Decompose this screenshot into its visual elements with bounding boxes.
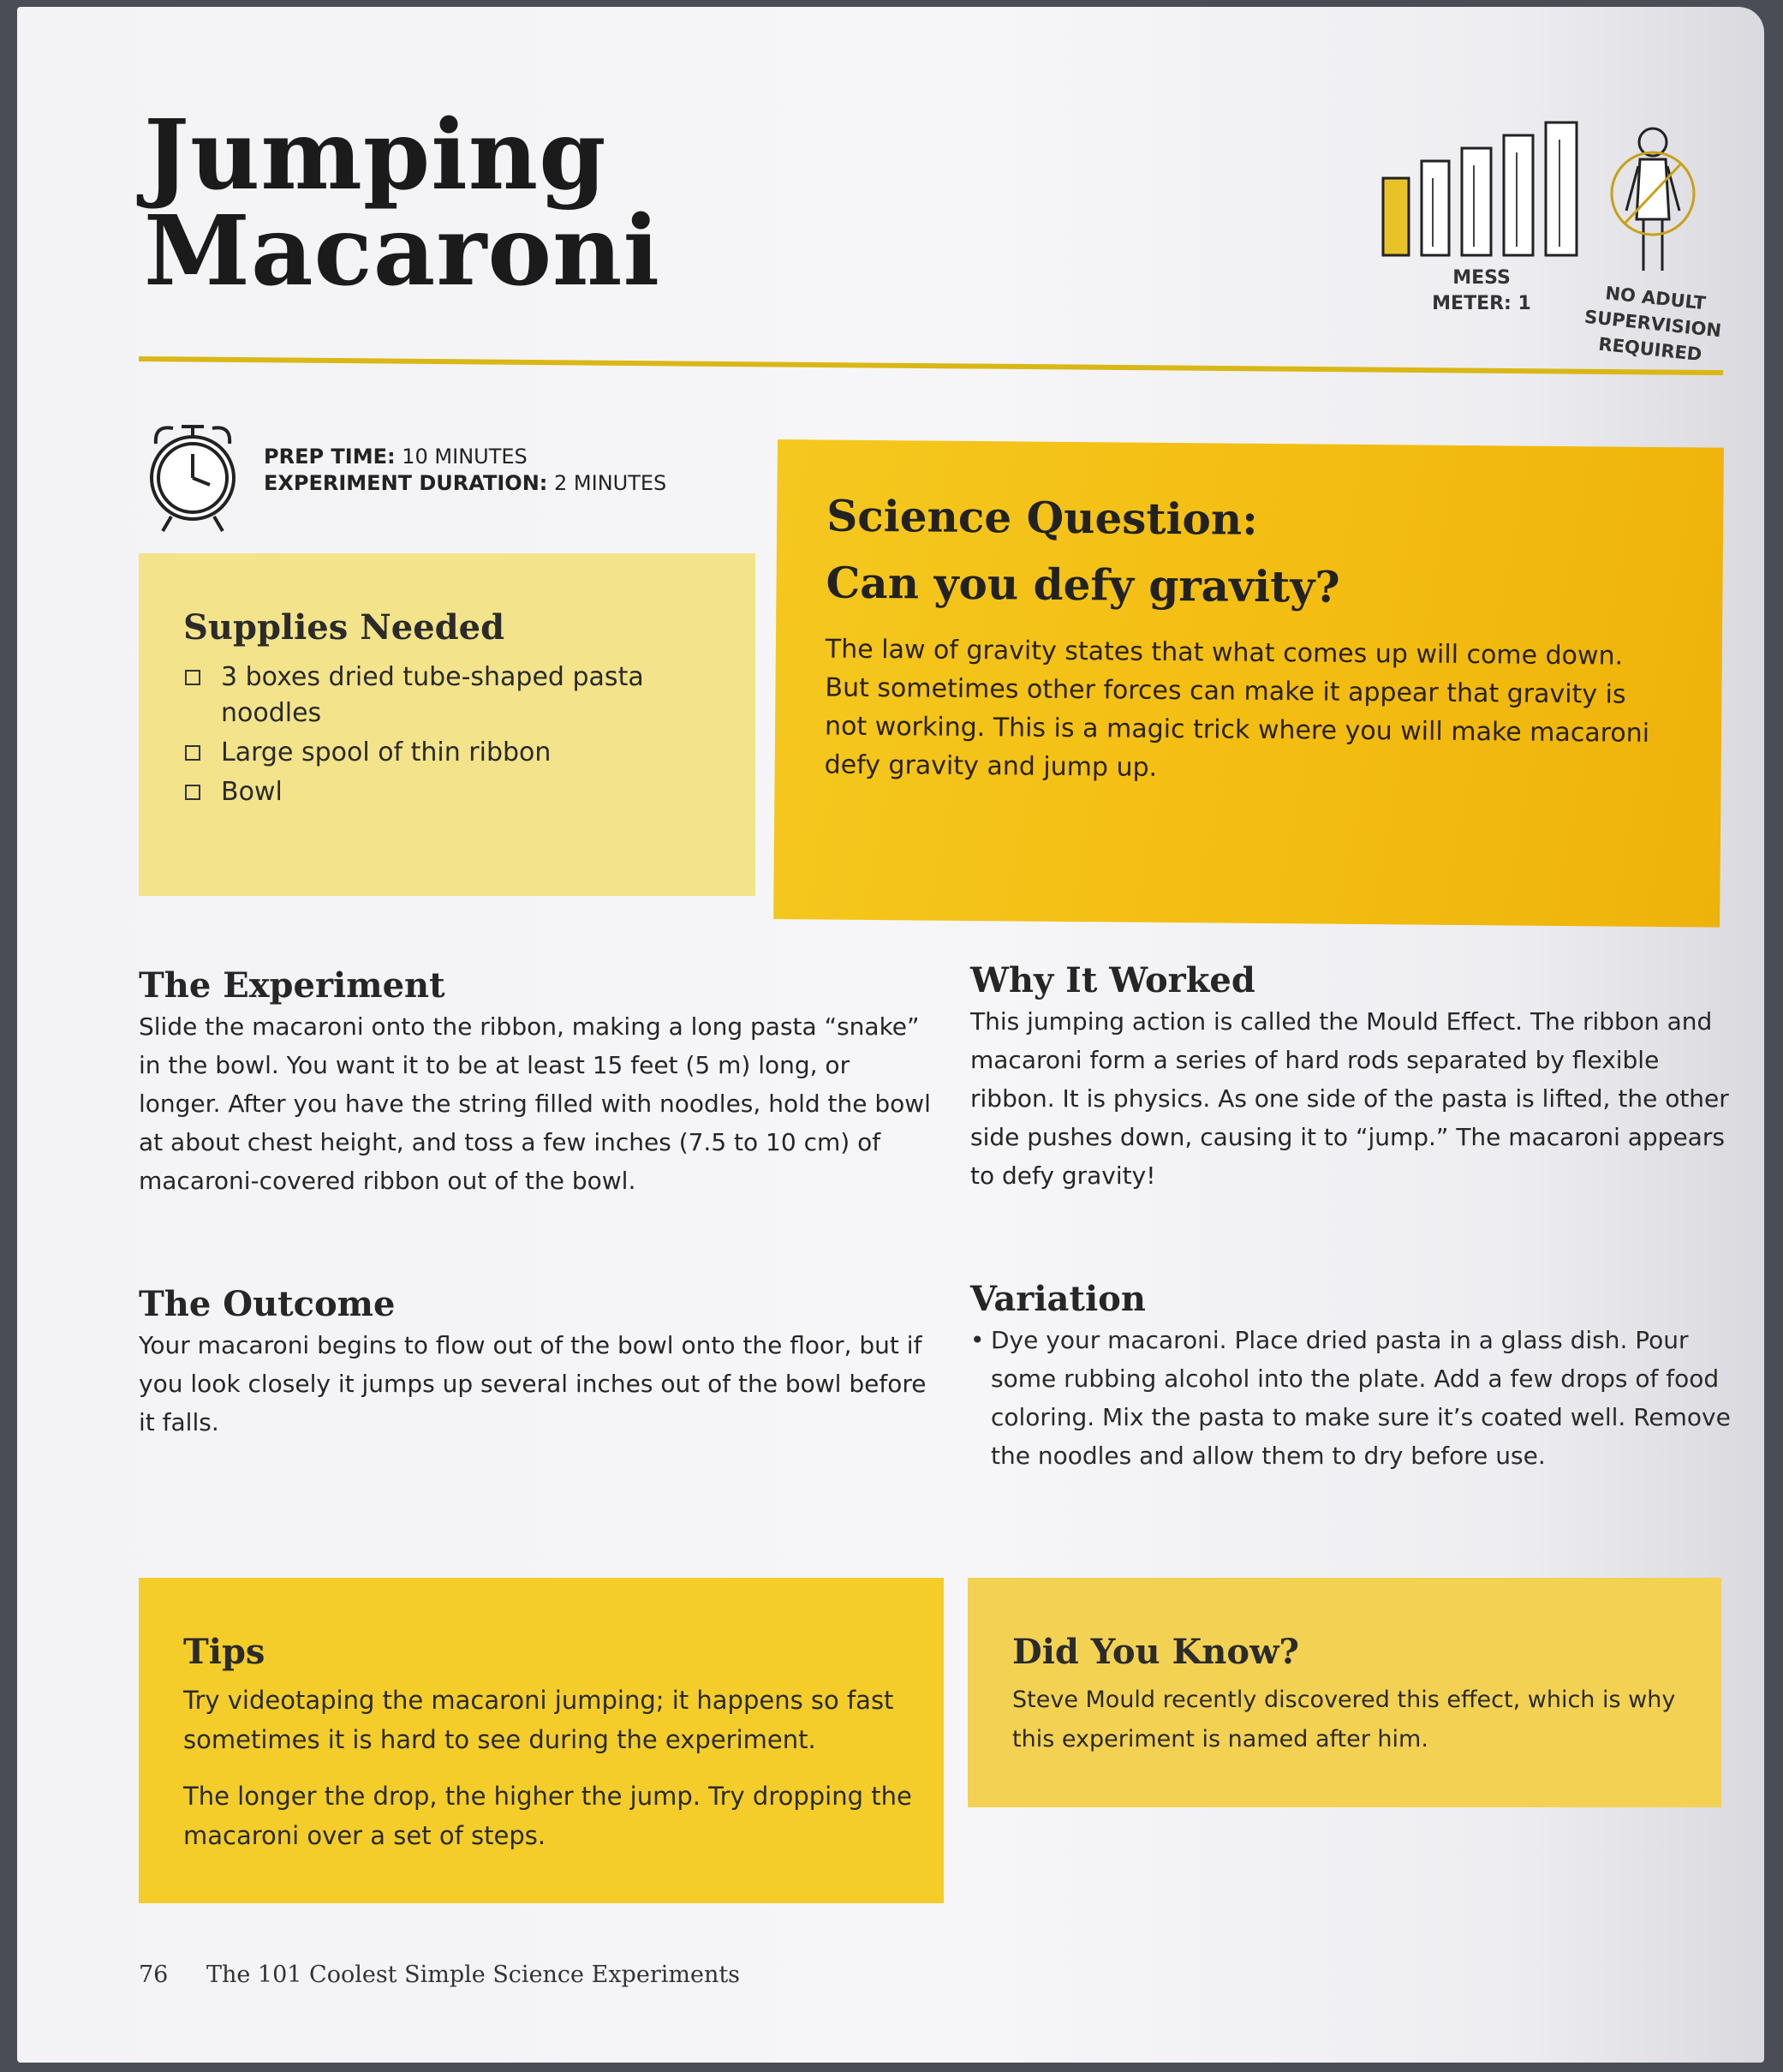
title-rule — [139, 356, 1723, 375]
page-footer — [139, 1962, 740, 1988]
tips-text-1: Try videotaping the macaroni jumping; it happens so fast sometimes it is hard to see during the experiment. — [183, 1686, 894, 1754]
experiment-heading: The Experiment — [139, 965, 445, 1006]
checkbox-icon — [185, 670, 200, 685]
prep-time-value: 10 MINUTES — [402, 445, 528, 469]
mess-meter-label: MESS METER: 1 — [1432, 267, 1531, 314]
supplies-list — [183, 660, 731, 814]
page-title — [144, 99, 660, 308]
book-title: The 101 Coolest Simple Science Experiments — [206, 1962, 741, 1988]
pasta-box-meter-icon — [1375, 118, 1606, 260]
no-adult-icon — [1606, 116, 1700, 288]
book-page — [17, 7, 1764, 2063]
supply-item: Bowl — [183, 774, 731, 810]
supervision-label: NO ADULT SUPERVISION REQUIRED — [1583, 283, 1723, 366]
science-question-box — [773, 439, 1724, 928]
outcome-heading: The Outcome — [139, 1284, 396, 1324]
page-number: 76 — [139, 1962, 169, 1988]
tips-heading: Tips — [183, 1632, 265, 1672]
did-you-know-heading: Did You Know? — [1012, 1632, 1299, 1672]
experiment-section — [139, 964, 935, 1200]
why-it-worked-heading: Why It Worked — [970, 960, 1255, 1000]
supplies-heading: Supplies Needed — [183, 607, 505, 648]
supply-item: Large spool of thin ribbon — [183, 735, 731, 771]
alarm-clock-icon — [137, 409, 248, 538]
science-question-heading: Science Question: Can you defy gravity? — [826, 490, 1340, 612]
supplies-box — [139, 553, 755, 896]
checkbox-icon — [185, 745, 200, 761]
duration-value: 2 MINUTES — [554, 471, 667, 495]
prep-time-label: PREP TIME: — [264, 445, 396, 469]
outcome-text: Your macaroni begins to flow out of the bowl onto the floor, but if you look closely it jumps up several inches out of the bowl before it falls. — [139, 1331, 927, 1436]
did-you-know-text: Steve Mould recently discovered this effect, which is why this experiment is named after him. — [1012, 1687, 1676, 1753]
title-line-2: Macaroni — [144, 195, 660, 308]
why-it-worked-text: This jumping action is called the Mould Effect. The ribbon and macaroni form a series of hard rods separated by flexible ribbon. It is physics. As one side of the pasta is lifted, the other side pushes down, causing it to “jump.” The macaroni appears to defy gravity! — [970, 1007, 1729, 1190]
title-line-1: Jumping — [144, 99, 607, 212]
tips-text-2: The longer the drop, the higher the jump. Try dropping the macaroni over a set of steps. — [183, 1782, 912, 1850]
why-it-worked-section — [970, 959, 1741, 1195]
did-you-know-box — [968, 1578, 1721, 1807]
outcome-section — [139, 1283, 935, 1442]
science-question-text: The law of gravity states that what comes up will come down. But sometimes other forces can make it appear that gravity is not working. This is a magic trick where you will make macaroni defy gravity and jump up. — [824, 634, 1650, 783]
variation-heading: Variation — [970, 1279, 1146, 1319]
timing-info — [264, 444, 666, 497]
variation-section — [970, 1278, 1741, 1475]
experiment-text: Slide the macaroni onto the ribbon, making a long pasta “snake” in the bowl. You want it to be at least 15 feet (5 m) long, or longer. After you have the string filled with noodles, hold the bowl at about chest height, and toss a few inches (7.5 to 10 cm) of macaroni-covered ribbon out of the bowl. — [139, 1012, 931, 1195]
supply-item: 3 boxes dried tube-shaped pasta noodles — [183, 660, 731, 731]
tips-box — [139, 1578, 944, 1903]
checkbox-icon — [185, 785, 200, 800]
duration-label: EXPERIMENT DURATION: — [264, 471, 548, 495]
variation-item: • Dye your macaroni. Place dried pasta in a glass dish. Pour some rubbing alcohol into the plate. Add a few drops of food coloring. Mix the pasta to make sure it’s coated well. Remove the noodles and allow them to dry before use. — [970, 1321, 1741, 1475]
variation-list — [970, 1321, 1741, 1475]
